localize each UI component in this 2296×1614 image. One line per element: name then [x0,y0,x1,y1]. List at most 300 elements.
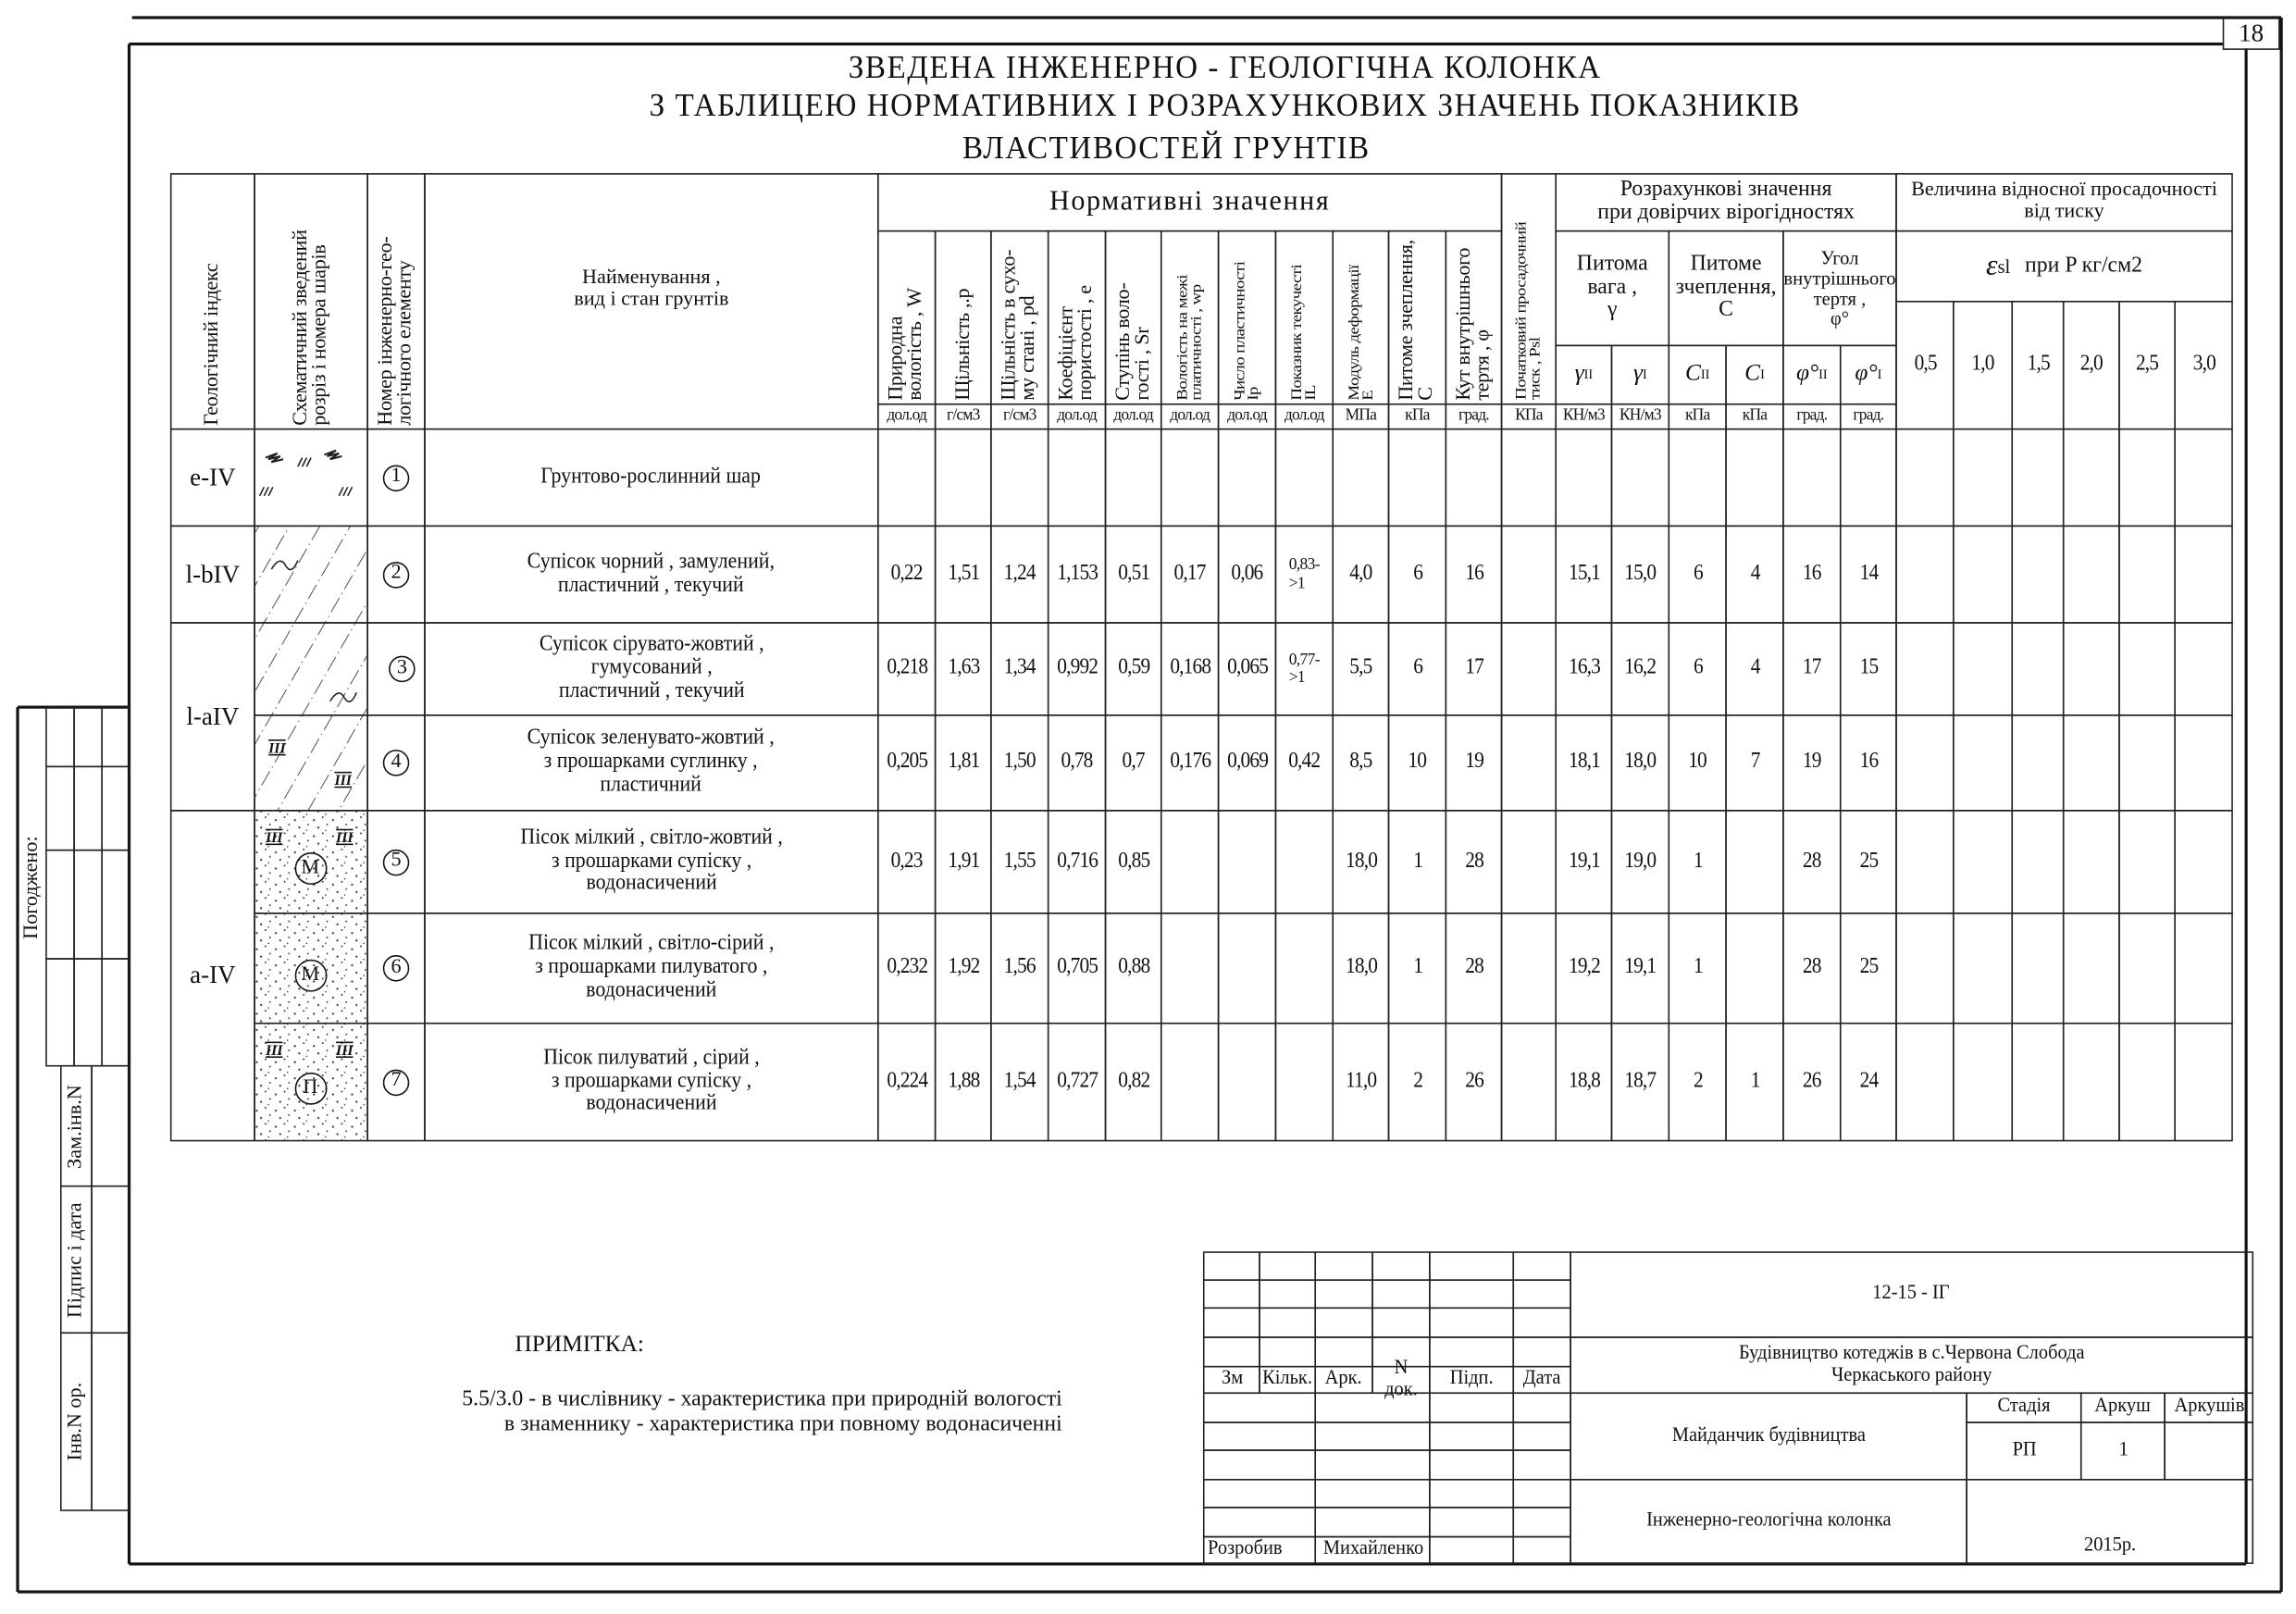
value-cell [990,913,1049,1024]
value-cell-text: 1,54 [1003,1069,1036,1093]
strip-label-inv_original-text: Інв.N ор. [65,1382,88,1461]
geo-index-cell-text: a-IV [190,961,236,989]
design-symbol: γ [1632,361,1643,387]
value-cell [1388,714,1446,812]
pressure-cell [2118,301,2176,430]
title-block-signature-cell [1203,1449,1316,1480]
header-normative-text: Нормативні значення [1049,186,1331,217]
value-cell [935,810,992,914]
sheet-label-text: Аркуш [2094,1395,2152,1418]
value-cell [1501,913,1557,1024]
header-initial-pressure-text: Початковий просадочний тиск , Psl [1511,221,1545,400]
title-block-revision-cell [1259,1336,1316,1367]
value-cell [1840,622,1897,715]
value-cell-text: 1,34 [1003,655,1036,680]
header-normative-col [990,230,1049,405]
value-cell [1840,810,1897,914]
settlement-value-cell [1953,913,2013,1024]
title-block-signature-cell [1429,1392,1514,1422]
value-cell [1332,526,1389,624]
value-cell-text: 6 [1693,561,1703,585]
sheet-value [2080,1422,2166,1480]
value-cell [1725,428,1783,527]
unit-cell [1840,404,1897,430]
value-cell [1048,622,1106,715]
sheet-title-text: Інженерно-геологічна колонка [1645,1508,1892,1532]
value-cell-text: 19,1 [1568,849,1600,873]
soil-name-cell [424,428,878,527]
lithology-mark-circle [294,959,327,991]
unit-cell [1388,404,1446,430]
settlement-value-cell [2063,526,2120,624]
unit-cell [1332,404,1389,430]
developed-label-text: Розробив [1208,1537,1283,1560]
value-cell [877,1023,936,1141]
header-normative-col-text: Модуль деформації E [1344,264,1376,400]
value-cell [1446,622,1503,715]
header-normative [877,173,1502,231]
title-block-revision-cell [1259,1251,1316,1281]
settlement-value-cell [2118,622,2176,715]
title-block-signature-cell [1429,1536,1514,1564]
unit-cell [1160,404,1219,430]
title-block-signature-cell [1314,1392,1430,1422]
element-number-circle [383,465,410,491]
value-cell [1218,913,1276,1024]
value-cell-text: 16 [1802,561,1821,585]
settlement-value-cell [2011,913,2064,1024]
value-cell [1048,913,1106,1024]
title-line-2: З ТАБЛИЦЕЮ НОРМАТИВНИХ І РОЗРАХУНКОВИХ ЗНАЧЕНЬ ПОКАЗНИКІВ [649,86,1801,124]
value-cell-text: 28 [1464,955,1483,979]
value-cell-text: 19 [1802,750,1821,774]
value-cell [1275,913,1334,1024]
strip-label-replaced_inv-text: Зам.інв.N [65,1084,88,1169]
value-cell-text: 0,82 [1117,1069,1149,1093]
header-design [1555,173,1896,231]
value-cell [990,810,1049,914]
title-block-signature-cell [1512,1479,1570,1508]
header-normative-col [1332,230,1389,405]
pressure-cell-text: 1,5 [2026,352,2050,377]
value-cell-text: 16 [1464,561,1483,585]
loam-interlayer-mark: III [336,830,354,847]
settlement-value-cell [2063,714,2120,812]
value-cell-text: 18,1 [1568,750,1600,774]
value-cell-text: 26 [1464,1069,1483,1093]
value-cell-text: 5,5 [1349,655,1372,680]
value-cell [1388,526,1446,624]
title-block-revision-cell [1203,1279,1260,1309]
title-block-column-header-text: Кільк. [1262,1367,1313,1390]
value-cell [1725,913,1783,1024]
settlement-value-cell [1953,526,2013,624]
title-block-revision-cell [1512,1251,1570,1281]
title-block-column-header-text: Дата [1522,1367,1561,1390]
value-cell [1332,913,1389,1024]
value-cell [1446,526,1503,624]
value-cell [1725,622,1783,715]
value-cell-text: 0,77- >1 [1288,651,1320,687]
value-cell-text: 6 [1412,655,1422,680]
value-cell [877,526,936,624]
value-cell [1782,714,1841,812]
sheet-value-text: 1 [2117,1438,2128,1461]
element-number-cell [366,714,425,812]
value-cell-text: 25 [1859,849,1878,873]
value-cell [1105,1023,1162,1141]
unit-cell [1048,404,1106,430]
value-cell [1840,714,1897,812]
title-block-revision-cell [1429,1308,1514,1338]
value-cell [1501,526,1557,624]
value-cell [1611,1023,1669,1141]
header-design-col [1668,345,1726,405]
value-cell-text: 1 [1412,849,1422,873]
value-cell [1555,913,1612,1024]
lithology-mark-circle [294,852,327,885]
value-cell [1782,622,1841,715]
settlement-value-cell [2063,428,2120,527]
value-cell-text: 0,17 [1173,561,1206,585]
value-cell [1160,1023,1219,1141]
title-block-revision-cell [1429,1336,1514,1367]
value-cell [1388,622,1446,715]
pressure-cell [2011,301,2064,430]
element-number-circle [389,656,416,683]
value-cell [1275,526,1334,624]
header-element-number [366,173,425,429]
value-cell [1782,526,1841,624]
pressure-cell [1953,301,2013,430]
title-block-signature-cell [1203,1422,1316,1451]
value-cell [1611,428,1669,527]
value-cell-text: 1 [1693,955,1703,979]
value-cell-text: 1,92 [947,955,979,979]
value-cell [1668,714,1726,812]
title-block-revision-cell [1203,1251,1260,1281]
header-normative-col [1218,230,1276,405]
value-cell [1782,1023,1841,1141]
element-number-cell [366,428,425,527]
unit-cell-text: КН/м3 [1562,406,1605,425]
value-cell [1275,810,1334,914]
value-cell [1388,913,1446,1024]
settlement-value-cell [2011,428,2064,527]
settlement-value-cell [2011,1023,2064,1141]
value-cell-text: 0,992 [1056,655,1098,680]
design-symbol: C [1744,361,1761,387]
title-block-signature-cell [1512,1422,1570,1451]
value-cell [935,714,992,812]
agreement-cell [73,766,103,851]
element-number-circle [383,849,410,875]
value-cell [1840,913,1897,1024]
value-cell-text: 19 [1464,750,1483,774]
value-cell [935,1023,992,1141]
settlement-value-cell [1895,1023,1954,1141]
title-block-column-header [1203,1366,1260,1394]
value-cell-text: 16,2 [1624,655,1657,680]
value-cell [1725,1023,1783,1141]
sheets-value [2164,1422,2253,1480]
title-block-column-header [1429,1366,1514,1394]
element-number-cell [366,622,425,715]
pressure-cell [2063,301,2120,430]
value-cell-text: 17 [1464,655,1483,680]
value-cell [877,622,936,715]
header-normative-col [1048,230,1106,405]
value-cell-text: 18,0 [1624,750,1657,774]
design-symbol: φ° [1796,361,1819,387]
header-design-col [1555,345,1612,405]
value-cell [1160,810,1219,914]
value-cell [1782,810,1841,914]
site-name [1570,1392,1967,1480]
header-normative-col-text: Коефіцієнт пористості , е [1055,284,1098,400]
settlement-value-cell [2118,913,2176,1024]
header-design-col [1782,345,1841,405]
geo-index-cell-text: e-IV [190,463,236,491]
soil-name-cell-text: Супісок зеленувато-жовтий , з прошарками суглинку , пластичний [527,726,776,797]
value-cell [1555,428,1612,527]
value-cell-text: 0,224 [886,1069,927,1093]
header-normative-col-text: Питоме зчеплення, C [1396,239,1438,400]
frame-line [130,43,2223,44]
strip-field-inv_original [91,1332,130,1510]
pressure-cell-text: 2,5 [2135,352,2159,377]
unit-cell [935,404,992,430]
title-block-column-header [1314,1366,1372,1394]
title-block-revision-cell [1203,1308,1260,1338]
settlement-value-cell [1895,526,1954,624]
settlement-value-cell [2118,526,2176,624]
header-design-group [1668,230,1783,346]
design-symbol-sub: I [1760,366,1765,381]
header-design-col [1840,345,1897,405]
title-block-column-header-text: Зм [1221,1367,1243,1390]
title-block-signature-cell [1203,1392,1316,1422]
value-cell [990,1023,1049,1141]
soil-name-cell-text: Супісок сірувато-жовтий , гумусований , пластичний , текучий [539,632,764,703]
settlement-value-cell [1953,1023,2013,1141]
pressure-cell-text: 3,0 [2192,352,2215,377]
value-cell-text: 0,06 [1231,561,1263,585]
settlement-value-cell [1953,622,2013,715]
agreement-cell [101,850,130,960]
value-cell [1048,428,1106,527]
title-block-signature-cell [1512,1507,1570,1537]
value-cell [1782,913,1841,1024]
value-cell-text: 1,50 [1003,750,1036,774]
value-cell [1611,622,1669,715]
developed-label [1203,1536,1316,1564]
value-cell-text: 2 [1693,1069,1703,1093]
value-cell-text: 0,065 [1226,655,1268,680]
design-symbol: γ [1574,361,1584,387]
project-name-text: Будівництво котеджів в с.Червона Слобода Черкаського району [1738,1342,2085,1386]
value-cell [1446,913,1503,1024]
header-element-number-text: Номер інженерно-гео- логічного елементу [375,235,417,425]
strip-field-replaced_inv [91,1065,130,1187]
agreed-label-text: Погоджено: [20,835,43,939]
strip-label-inv_original [60,1332,93,1510]
header-normative-col-text: Вологість на межі платичності , wp [1173,274,1205,400]
value-cell-text: 0,705 [1056,955,1098,979]
title-block-revision-cell [1512,1308,1570,1338]
geo-index-cell [170,622,255,812]
developer-name [1314,1536,1430,1564]
value-cell-text: 1 [1412,955,1422,979]
stage-value [1966,1422,2081,1480]
value-cell [1388,428,1446,527]
value-cell [1048,810,1106,914]
title-block-revision-cell [1203,1336,1260,1367]
sheet-number [2223,18,2280,50]
value-cell [1555,810,1612,914]
developer-name-text: Михайленко [1322,1537,1424,1560]
soil-name-cell [424,1023,878,1141]
value-cell [1555,526,1612,624]
soil-name-cell-text: Пісок мілкий , світло-сірий , з прошарками пилуватого , водонасичений [528,932,775,1002]
agreement-cell [101,958,130,1066]
value-cell-text: 1,153 [1056,561,1098,585]
title-block-signature-cell [1314,1449,1430,1480]
agreement-cell [45,958,75,1066]
settlement-value-cell [2011,810,2064,914]
value-cell-text: 1,63 [947,655,979,680]
geo-index-cell-text: l-aIV [186,701,240,730]
settlement-value-cell [2118,714,2176,812]
value-cell-text: 0,51 [1117,561,1149,585]
settlement-value-cell [1953,714,2013,812]
title-block-revision-cell [1314,1336,1372,1367]
element-number: 3 [396,656,407,679]
project-name [1570,1336,2253,1394]
geo-index-cell [170,428,255,527]
settlement-value-cell [2063,1023,2120,1141]
value-cell [1332,428,1389,527]
value-cell [1218,428,1276,527]
settlement-value-cell [2063,913,2120,1024]
value-cell [1105,622,1162,715]
value-cell [1668,913,1726,1024]
soil-name-cell-text: Пісок мілкий , світло-жовтий , з прошарками супіску , водонасичений [520,826,783,896]
header-normative-col-text: Ступінь воло- гості , Sr [1111,281,1154,400]
value-cell-text: 15,0 [1624,561,1657,585]
value-cell [1501,810,1557,914]
title-block-revision-cell [1512,1336,1570,1367]
settlement-value-cell [2174,622,2232,715]
value-cell [1501,622,1557,715]
value-cell-text: 10 [1408,750,1427,774]
settlement-value-cell [1895,714,1954,812]
title-block-signature-cell [1512,1449,1570,1480]
pressure-cell-text: 0,5 [1913,352,1936,377]
element-number: 5 [391,850,402,872]
title-block-column-header-text: Підп. [1449,1367,1494,1390]
header-normative-col-text: Кут внутрішнього тертя , φ [1452,247,1495,400]
agreement-cell [45,766,75,851]
value-cell [1218,1023,1276,1141]
value-cell-text: 0,232 [886,955,927,979]
value-cell [935,428,992,527]
value-cell [1105,526,1162,624]
settlement-value-cell [1953,810,2013,914]
strip-label-signature_date [60,1186,93,1334]
value-cell [1446,714,1503,812]
header-design-col [1611,345,1669,405]
value-cell-text: 25 [1859,955,1878,979]
value-cell [1160,714,1219,812]
header-normative-col [1275,230,1334,405]
value-cell-text: 15 [1859,655,1878,680]
settlement-text: при P кг/см2 [2025,253,2143,278]
unit-cell [1725,404,1783,430]
soil-name-cell [424,913,878,1024]
title-block-signature-cell [1314,1422,1430,1451]
value-cell [1501,1023,1557,1141]
agreement-cell [45,850,75,960]
unit-cell [990,404,1049,430]
value-cell-text: 0,168 [1169,655,1210,680]
design-symbol: φ° [1855,361,1878,387]
value-cell-text: 28 [1802,849,1821,873]
value-cell [1446,428,1503,527]
value-cell [1611,913,1669,1024]
frame-line [2280,18,2282,1592]
loam-interlayer-mark: III [336,1043,354,1060]
value-cell-text: 0,176 [1169,750,1210,774]
value-cell [1388,810,1446,914]
note-heading: ПРИМІТКА: [515,1332,644,1358]
header-normative-col-text: Показник текучесті IL [1287,264,1320,400]
unit-cell-text: дол.од [887,406,927,425]
value-cell [1725,810,1783,914]
header-design-group [1782,230,1897,346]
design-symbol-sub: II [1700,366,1710,381]
document-code-text: 12-15 - ІГ [1873,1282,1951,1305]
value-cell-text: 26 [1802,1069,1821,1093]
value-cell-text: 11,0 [1345,1069,1376,1093]
settlement-value-cell [2174,526,2232,624]
unit-cell [1218,404,1276,430]
sheet-number-text: 18 [2239,19,2265,47]
element-number: 4 [391,751,402,773]
title-block-revision-cell [1429,1251,1514,1281]
value-cell [1668,622,1726,715]
value-cell-text: 1,24 [1003,561,1036,585]
value-cell [1446,810,1503,914]
title-block-column-header [1371,1357,1430,1401]
unit-cell-text: град. [1796,406,1828,425]
header-settlement-text: Величина відносної просадочності від тиску [1911,179,2217,223]
value-cell-text: 16,3 [1568,655,1600,680]
lithology-mark: П [303,1076,318,1099]
value-cell-text: 18,0 [1345,955,1377,979]
unit-cell-text: КПа [1515,406,1543,425]
value-cell-text: 15,1 [1568,561,1600,585]
settlement-value-cell [2118,1023,2176,1141]
value-cell [1275,714,1334,812]
value-cell-text: 0,83- >1 [1288,556,1320,592]
unit-cell-text: дол.од [1284,406,1324,425]
settlement-value-cell [1895,622,1954,715]
loam-interlayer-mark: III [265,1043,283,1060]
header-normative-col-text: Число пластичності Ip [1230,260,1262,400]
header-design-text: Розрахункові значення при довірчих вірогідностях [1597,178,1855,225]
title-block-revision-cell [1371,1251,1430,1281]
